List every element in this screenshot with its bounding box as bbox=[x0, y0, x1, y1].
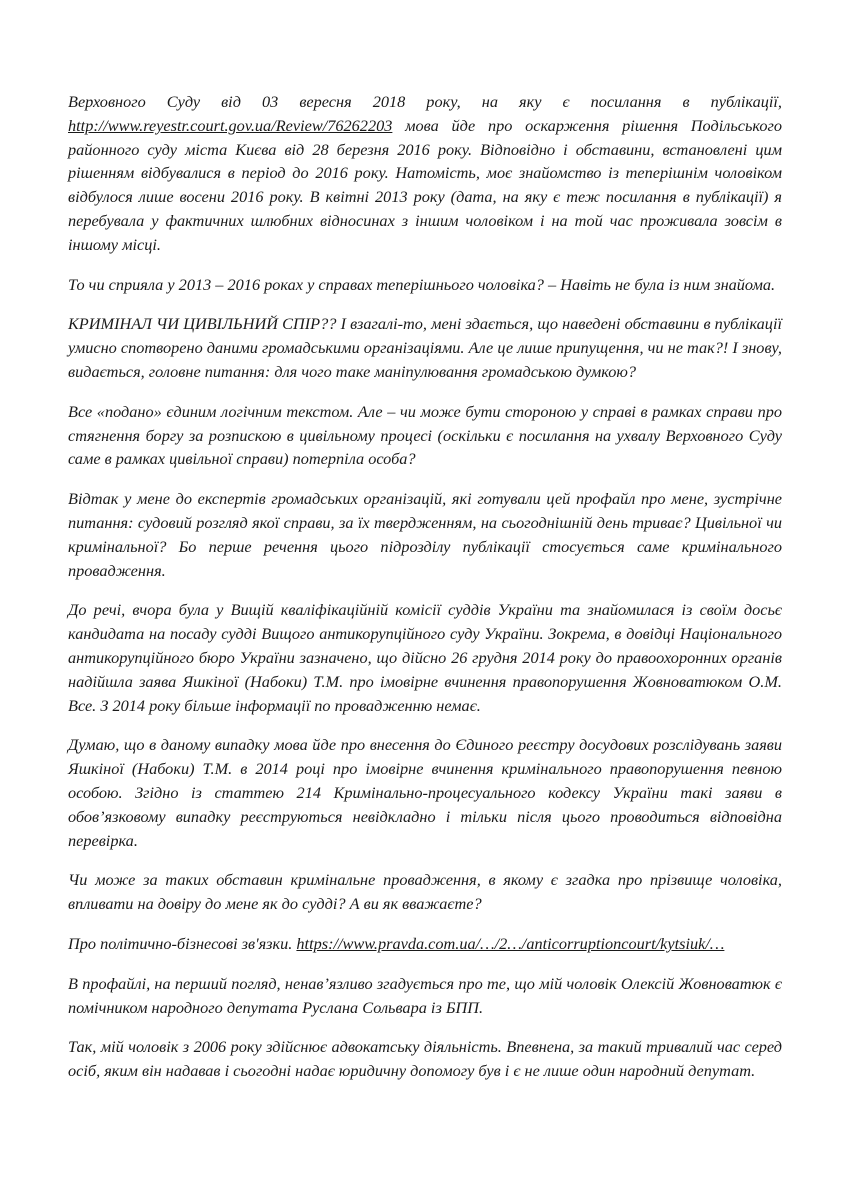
paragraph-6: До речі, вчора була у Вищій кваліфікаційній комісії суддів України та знайомилася із своїм досьє кандидата на посаду судді Вищого антикорупційного суду України. Зокрема, в довідці Національного антикорупційного бюро України зазначено, що дійсно 26 грудня 2014 року до правоохоронних органів надійшла заява Яшкіної (Набоки) Т.М. про імовірне вчинення правопорушення Жовноватюком О.М. Все. З 2014 року більше інформації по провадженню немає. bbox=[68, 600, 782, 715]
paragraph-1-text-end: мова йде про оскарження рішення Подільського районного суду міста Києва від 28 березня 2016 року. Відповідно і обставини, встановлені цим рішенням відбувалися в період до 2016 року. Натомість, моє знайомство із теперішнім чоловіком відбулося лише восени 2016 року. В квітні 2013 року (дата, на яку є теж посилання в публікації) я перебувала у фактичних шлюбних відносинах з іншим чоловіком і на той час проживала зовсім в іншому місці. bbox=[68, 115, 782, 254]
document-body bbox=[68, 90, 782, 1099]
paragraph-3: КРИМІНАЛ ЧИ ЦИВІЛЬНИЙ СПІР?? І взагалі-то, мені здається, що наведені обставини в публікації умисно спотворено даними громадськими організаціями. Але це лише припущення, чи не так?! І знову, видається, головне питання: для чого таке маніпулювання громадською думкою? bbox=[68, 314, 782, 381]
paragraph-10: В профайлі, на перший погляд, ненав’язливо згадується про те, що мій чоловік Олексій Жовноватюк є помічником народного депутата Руслана Сольвара із БПП. bbox=[68, 973, 782, 1017]
pravda-article-link[interactable]: https://www.pravda.com.ua/…/2…/anticorruptioncourt/kytsiuk/… bbox=[296, 933, 725, 953]
paragraph-1-text-start: Верховного Суду від 03 вересня 2018 року, на яку є посилання в публікації, bbox=[68, 92, 782, 111]
paragraph-5: Відтак у мене до експертів громадських організацій, які готували цей профайл про мене, зустрічне питання: судовий розгляд якої справи, за їх твердженням, на сьогоднішній день триває? Цивільної чи кримінальної? Бо перше речення цього підрозділу публікації стосується саме кримінального провадження. bbox=[68, 489, 782, 580]
paragraph-9-text: Про політично-бізнесові зв'язки. bbox=[68, 933, 297, 953]
reyestr-court-link[interactable]: http://www.reyestr.court.gov.ua/Review/76262203 bbox=[68, 115, 393, 135]
paragraph-11: Так, мій чоловік з 2006 року здійснює адвокатську діяльність. Впевнена, за такий тривалий час серед осіб, яким він надавав і сьогодні надає юридичну допомогу був і є не лише один народний депутат. bbox=[68, 1037, 782, 1081]
paragraph-8: Чи може за таких обставин кримінальне провадження, в якому є згадка про прізвище чоловіка, впливати на довіру до мене як до судді? А ви як вважаєте? bbox=[68, 870, 782, 914]
paragraph-2: То чи сприяла у 2013 – 2016 роках у справах теперішнього чоловіка? – Навіть не була із ним знайома. bbox=[68, 274, 776, 294]
paragraph-7: Думаю, що в даному випадку мова йде про внесення до Єдиного реєстру досудових розслідувань заяви Яшкіної (Набоки) Т.М. в 2014 році про імовірне вчинення кримінального правопорушення певною особою. Згідно із статтею 214 Кримінально-процесуального кодексу України такі заяви в обов’язковому випадку реєструються невідкладно і тільки після цього проводиться відповідна перевірка. bbox=[68, 735, 782, 850]
paragraph-9 bbox=[68, 932, 782, 956]
paragraph-4: Все «подано» єдиним логічним текстом. Але – чи може бути стороною у справі в рамках справи про стягнення боргу за розпискою в цивільному процесі (оскільки є посилання на ухвалу Верховного Суду саме в рамках цивільної справи) потерпіла особа? bbox=[68, 401, 782, 469]
paragraph-1 bbox=[68, 90, 782, 257]
